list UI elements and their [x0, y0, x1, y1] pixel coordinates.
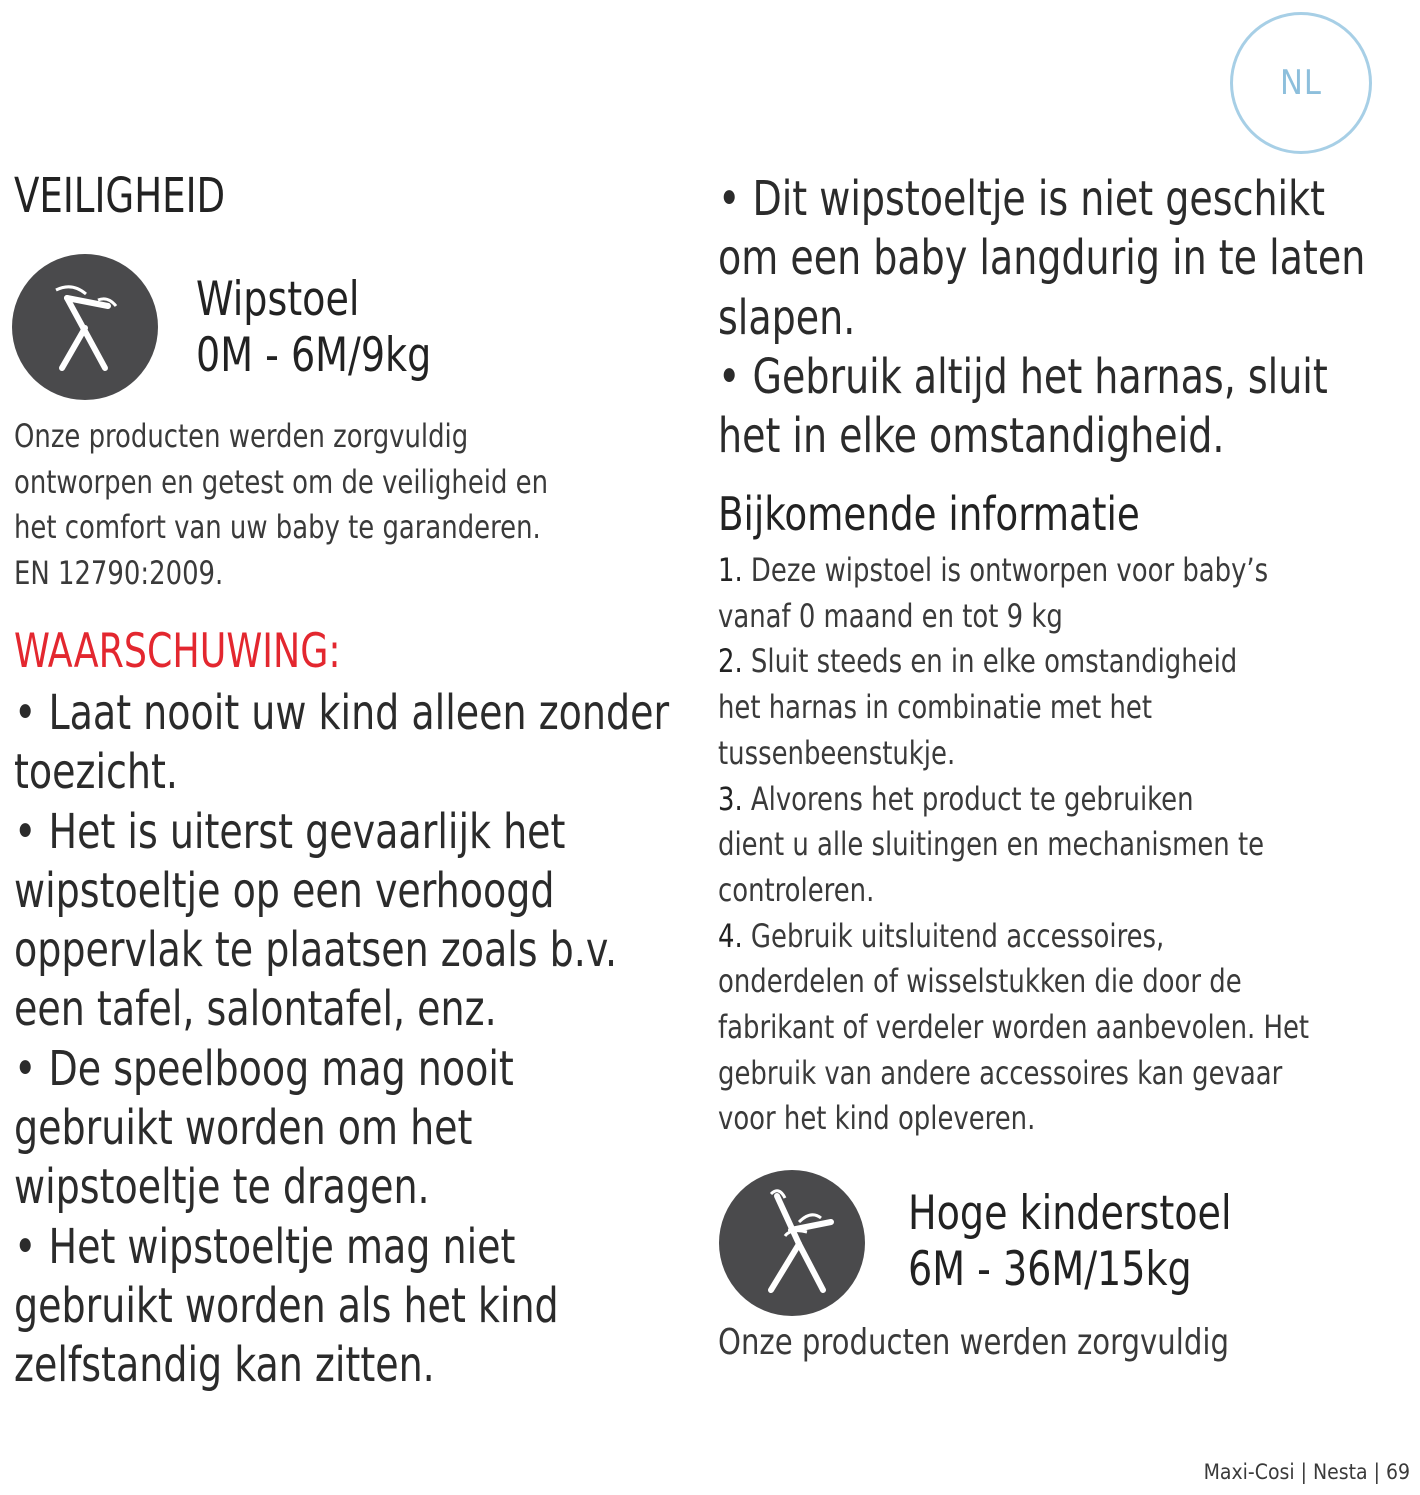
- info-list: [718, 548, 1309, 1142]
- intro-line: ontworpen en getest om de veiligheid en: [14, 462, 549, 501]
- footer-brand: Maxi-Cosi: [1203, 1460, 1295, 1484]
- info-line: dient u alle sluitingen en mechanismen te: [718, 825, 1265, 864]
- warning-line: gebruikt worden om het: [14, 1100, 473, 1157]
- language-label: NL: [1280, 63, 1322, 103]
- intro-text: [14, 414, 644, 596]
- product-name: Wipstoel: [196, 272, 360, 327]
- info-number: 4.: [718, 916, 743, 955]
- info-number: 2.: [718, 642, 743, 681]
- warning-line: gebruikt worden als het kind: [14, 1277, 559, 1334]
- warning-line: wipstoeltje op een verhoogd: [14, 862, 555, 919]
- page-footer: [1204, 1460, 1410, 1484]
- warning-line: • Laat nooit uw kind alleen zonder: [14, 685, 670, 741]
- intro-line: het comfort van uw baby te garanderen.: [14, 508, 541, 546]
- warning-title: WAARSCHUWING:: [14, 624, 341, 679]
- page-number: 69: [1385, 1460, 1410, 1484]
- intro-text-high-chair: Onze producten werden zorgvuldig: [718, 1322, 1229, 1363]
- warning-line: • Gebruik altijd het harnas, sluit: [718, 348, 1328, 405]
- warning-line: zelfstandig kan zitten.: [14, 1337, 435, 1394]
- footer-product: Nesta: [1312, 1460, 1368, 1484]
- info-item-3: [718, 777, 1309, 823]
- info-line: voor het kind opleveren.: [718, 1099, 1036, 1138]
- info-line: Deze wipstoel is ontworpen voor baby’s: [750, 551, 1269, 589]
- warning-line: slapen.: [718, 289, 856, 346]
- info-line: controleren.: [718, 870, 875, 909]
- product-title-high-chair: [908, 1186, 1232, 1298]
- info-item-2: [718, 639, 1309, 685]
- info-item-4: [718, 914, 1309, 960]
- warning-list-left: [14, 684, 669, 1396]
- warning-line: toezicht.: [14, 744, 178, 801]
- intro-line: EN 12790:2009.: [14, 553, 224, 592]
- footer-separator: |: [1300, 1460, 1307, 1484]
- info-line: tussenbeenstukje.: [718, 733, 956, 772]
- info-line: gebruik van andere accessoires kan gevaar: [718, 1053, 1283, 1092]
- warning-list-right: [718, 170, 1365, 466]
- warning-line: wipstoeltje te dragen.: [14, 1159, 430, 1216]
- warning-line: • Dit wipstoeltje is niet geschikt: [718, 171, 1326, 227]
- warning-line: • De speelboog mag nooit: [14, 1040, 514, 1097]
- info-number: 3.: [718, 779, 743, 818]
- info-title: Bijkomende informatie: [718, 487, 1140, 541]
- warning-line: oppervlak te plaatsen zoals b.v.: [14, 922, 618, 979]
- language-badge: [1230, 12, 1372, 154]
- high-chair-icon: [719, 1170, 865, 1316]
- warning-line: een tafel, salontafel, enz.: [14, 981, 497, 1038]
- product-name: Hoge kinderstoel: [908, 1186, 1232, 1241]
- intro-line: Onze producten werden zorgvuldig: [14, 417, 469, 455]
- info-line: vanaf 0 maand en tot 9 kg: [718, 596, 1063, 635]
- info-line: Alvorens het product te gebruiken: [750, 779, 1194, 818]
- info-item-1: [718, 548, 1309, 594]
- bouncer-chair-icon: [12, 254, 158, 400]
- product-title-bouncer: [196, 272, 431, 384]
- warning-line: om een baby langdurig in te laten: [718, 230, 1366, 287]
- info-number: 1.: [718, 551, 743, 589]
- warning-line: • Het wipstoeltje mag niet: [14, 1218, 516, 1275]
- footer-separator: |: [1373, 1460, 1380, 1484]
- info-line: Gebruik uitsluitend accessoires,: [750, 916, 1165, 955]
- warning-line: • Het is uiterst gevaarlijk het: [14, 803, 566, 860]
- warning-line: het in elke omstandigheid.: [718, 408, 1225, 465]
- product-range: 0M - 6M/9kg: [196, 328, 432, 383]
- product-range: 6M - 36M/15kg: [908, 1242, 1192, 1297]
- info-line: fabrikant of verdeler worden aanbevolen. Het: [718, 1008, 1310, 1047]
- info-line: Sluit steeds en in elke omstandigheid: [750, 642, 1238, 681]
- info-line: het harnas in combinatie met het: [718, 688, 1152, 727]
- info-line: onderdelen of wisselstukken die door de: [718, 962, 1242, 1001]
- section-title: VEILIGHEID: [14, 168, 226, 224]
